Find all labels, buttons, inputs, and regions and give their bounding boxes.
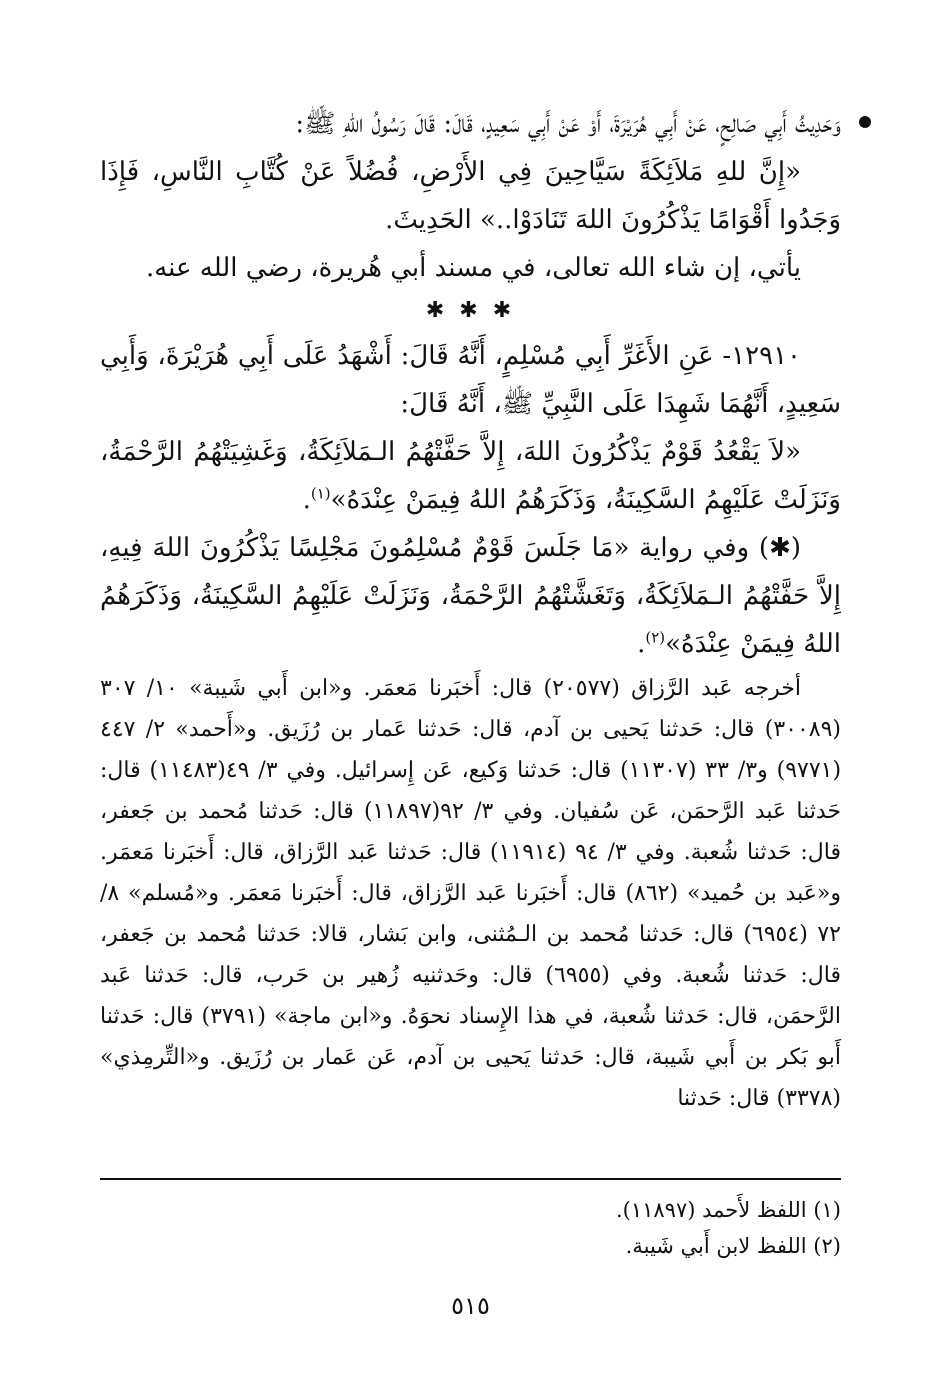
- riwaya-text: (✱) وفي رواية «مَا جَلَسَ قَوْمٌ مُسْلِمُونَ مَجْلِسًا يَذْكُرُونَ اللهَ فِيهِ، إِلاَّ حَفَّتْهُمُ الـمَلاَئِكَةُ، وَتَغَشَّتْهُمُ الرَّحْمَةُ، وَنَزَلَتْ عَلَيْهِمُ السَّكِينَةُ، وَذَكَرَهُمُ اللهُ فِيمَنْ عِنْدَهُ»: [100, 533, 841, 659]
- bullet-icon: [859, 116, 871, 128]
- quote-2-text: «لاَ يَقْعُدُ قَوْمٌ يَذْكُرُونَ اللهَ، إِلاَّ حَفَّتْهُمُ الـمَلاَئِكَةُ، وَغَشِيَتْهُمُ الرَّحْمَةُ، وَنَزَلَتْ عَلَيْهِمُ السَّكِينَةُ، وَذَكَرَهُمُ اللهُ فِيمَنْ عِنْدَهُ»: [100, 437, 841, 515]
- page-body: [100, 100, 841, 1327]
- riwaya-end: .: [637, 629, 646, 659]
- section-separator: ✱ ✱ ✱: [425, 298, 516, 323]
- intro-block: [100, 100, 841, 148]
- footnote-ref-2[interactable]: (٢): [645, 628, 666, 647]
- takhrij-paragraph: أخرجه عَبد الرَّزاق (٢٠٥٧٧) قال: أَخبَرنا مَعمَر. و«ابن أَبي شَيبة» ١٠/ ٣٠٧ (٣٠٠٨٩) قال: حَدثنا يَحيى بن آدم، قال: حَدثنا عَمار بن رُزَيق. و«أَحمد» ٢/ ٤٤٧ (٩٧٧١) و٣/ ٣٣ (١١٣٠٧) قال: حَدثنا وَكيع، عَن إِسرائيل. وفي ٣/ ٤٩(١١٤٨٣) قال: حَدثنا عَبد الرَّحمَن، عَن سُفيان. وفي ٣/ ٩٢(١١٨٩٧) قال: حَدثنا مُحمد بن جَعفر، قال: حَدثنا شُعبة. وفي ٣/ ٩٤ (١١٩١٤) قال: حَدثنا عَبد الرَّزاق، قال: أَخبَرنا مَعمَر. و«عَبد بن حُميد» (٨٦٢) قال: أَخبَرنا عَبد الرَّزاق، قال: أَخبَرنا مَعمَر. و«مُسلم» ٨/ ٧٢ (٦٩٥٤) قال: حَدثنا مُحمد بن الـمُثنى، وابن بَشار، قالا: حَدثنا مُحمد بن جَعفر، قال: حَدثنا شُعبة. وفي (٦٩٥٥) قال: وحَدثنيه زُهير بن حَرب، قال: حَدثنا عَبد الرَّحمَن، قال: حَدثنا شُعبة، في هذا الإِسناد نحوَهُ. و«ابن ماجة» (٣٧٩١) قال: حَدثنا أَبو بَكر بن أَبي شَيبة، قال: حَدثنا يَحيى بن آدم، عَن عَمار بن رُزَيق. و«التِّرمِذي» (٣٣٧٨) قال: حَدثنا: [100, 676, 842, 1111]
- page-number: ٥١٥: [451, 1292, 490, 1320]
- hadith-number-line: ١٢٩١٠- عَنِ الأَغَرِّ أَبِي مُسْلِمٍ، أَنَّهُ قَالَ: أَشْهَدُ عَلَى أَبِي هُرَيْرَةَ، وَأَبِي سَعِيدٍ، أَنَّهُمَا شَهِدَا عَلَى النَّبِيِّ ﷺ، أَنَّهُ قَالَ:: [100, 341, 841, 419]
- quote-2-end: .: [302, 485, 311, 515]
- footnote-2: (٢) اللفظ لابن أَبي شَيبة.: [625, 1234, 841, 1258]
- footnote-ref-1[interactable]: (١): [310, 484, 331, 503]
- note-line: يأتي، إن شاء الله تعالى، في مسند أبي هُريرة، رضي الله عنه.: [145, 253, 801, 283]
- hadith-quote-2: [100, 428, 841, 524]
- footnotes: [100, 1192, 841, 1264]
- footnote-divider: [100, 1178, 841, 1180]
- intro-line: وَحَدِيثُ أَبِي صَالِحٍ، عَنْ أَبِي هُرَيْرَةَ، أَوْ عَنْ أَبِي سَعِيدٍ، قَالَ: قَالَ رَسُولُ اللهِ ﷺ:: [295, 109, 841, 139]
- hadith-quote-1: «إِنَّ للهِ مَلاَئِكَةً سَيَّاحِينَ فِي الأَرْضِ، فُضُلاً عَنْ كُتَّابِ النَّاسِ، فَإِذَا وَجَدُوا أَقْوَامًا يَذْكُرُونَ اللهَ تَنَادَوْا..» الحَدِيثَ.: [100, 157, 841, 235]
- footnote-1: (١) اللفظ لأَحمد (١١٨٩٧).: [615, 1198, 841, 1222]
- riwaya-paragraph: [100, 524, 841, 668]
